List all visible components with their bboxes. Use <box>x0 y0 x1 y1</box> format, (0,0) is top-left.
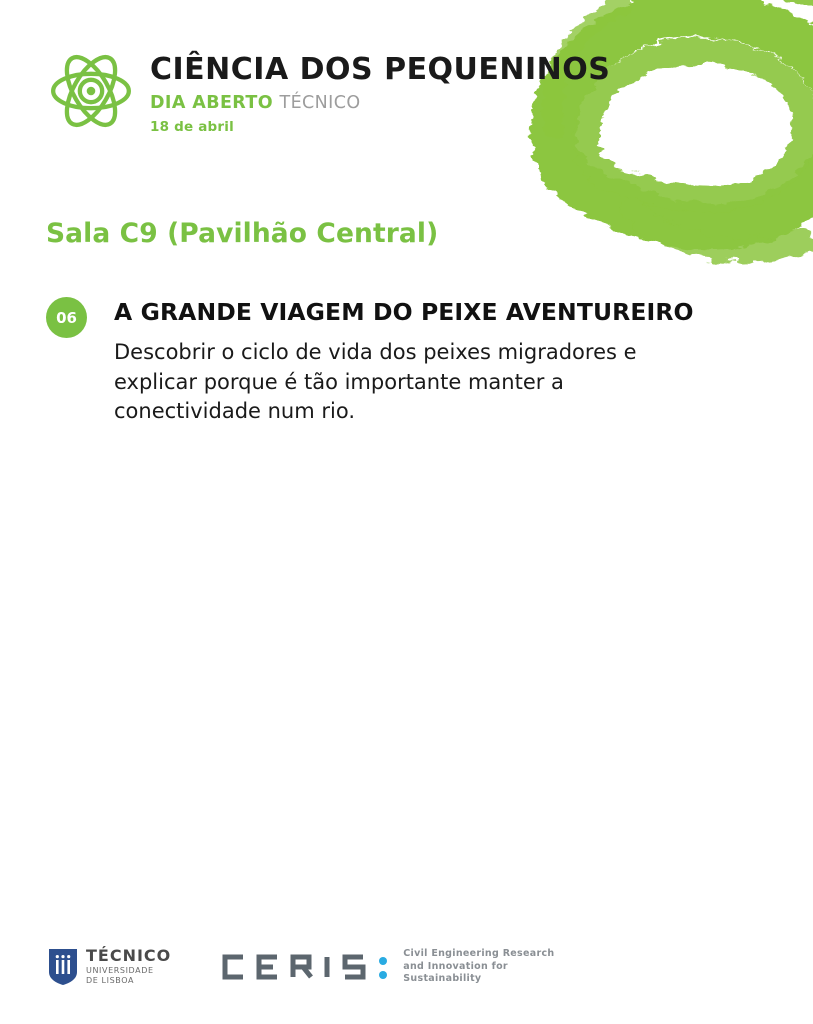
tecnico-line1: UNIVERSIDADE <box>86 966 154 975</box>
header-date: 18 de abril <box>150 118 234 135</box>
atom-icon <box>48 48 134 134</box>
ceris-tagline <box>403 948 554 986</box>
footer-logos <box>48 948 554 986</box>
poster-header <box>48 44 610 135</box>
activity-body <box>114 296 753 427</box>
tecnico-logo <box>48 948 171 986</box>
page-title: CIÊNCIA DOS PEQUENINOS <box>150 52 611 87</box>
activity-number-badge: 06 <box>46 297 87 338</box>
ceris-tagline-line2: and Innovation for <box>403 960 508 972</box>
tecnico-shield-icon <box>48 948 78 986</box>
tecnico-name: TÉCNICO <box>86 946 172 966</box>
tecnico-line2: DE LISBOA <box>86 976 135 986</box>
ceris-tagline-line3: Sustainability <box>403 973 482 985</box>
activity-description: Descobrir o ciclo de vida dos peixes migradores e explicar porque é tão importante manter a conectividade num rio. <box>114 339 637 424</box>
activity-title: A GRANDE VIAGEM DO PEIXE AVENTUREIRO <box>114 298 694 326</box>
header-text-block <box>150 44 610 135</box>
activity-item <box>46 296 753 427</box>
ceris-wordmark-icon <box>213 949 391 985</box>
header-subtitle-light: TÉCNICO <box>279 92 361 113</box>
ceris-tagline-line1: Civil Engineering Research <box>403 948 555 960</box>
header-subtitle-strong: DIA ABERTO <box>150 92 274 113</box>
room-title: Sala C9 (Pavilhão Central) <box>46 218 439 249</box>
tecnico-wordmark <box>86 948 171 986</box>
header-subtitle <box>150 93 610 113</box>
ceris-logo <box>213 948 554 986</box>
